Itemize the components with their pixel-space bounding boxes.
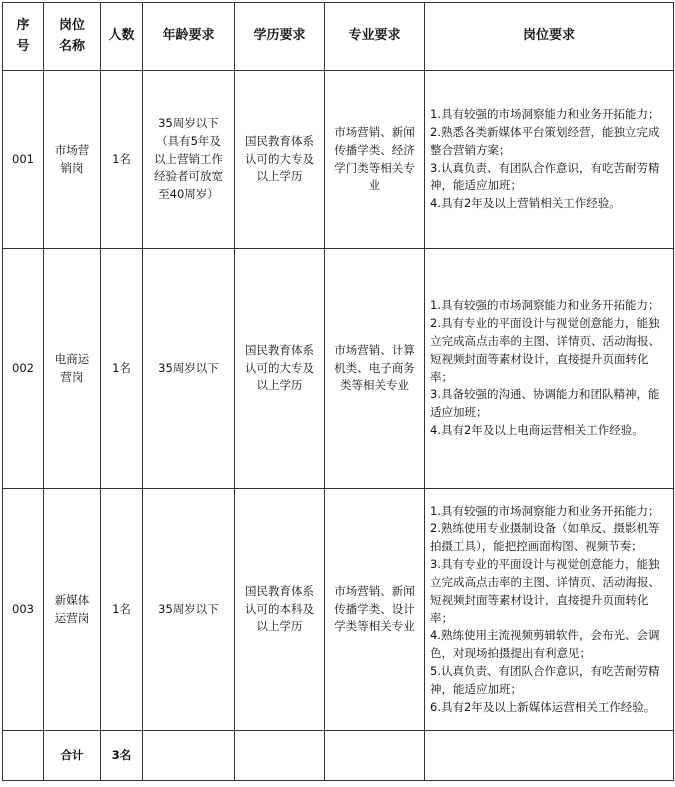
table-row — [3, 489, 674, 731]
cell-empty — [3, 731, 44, 781]
cell-name: 市场营 销岗 — [44, 71, 101, 249]
cell-major: 市场营销、新闻 传播学类、经济 学门类等相关专 业 — [325, 71, 425, 249]
duty-item: 4.具有2年及以上电商运营相关工作经验。 — [430, 422, 644, 437]
duty-item: 6.具有2年及以上新媒体运营相关工作经验。 — [430, 699, 656, 714]
cell-empty — [325, 731, 425, 781]
duty-item: 5.认真负责、有团队合作意识，有吃苦耐劳精神，能适应加班； — [430, 663, 660, 696]
total-count: 3名 — [101, 731, 143, 781]
total-label: 合计 — [44, 731, 101, 781]
cell-duty — [425, 71, 674, 249]
cell-age: 35周岁以下 （具有5年及 以上营销工作 经验者可放宽 至40周岁） — [143, 71, 235, 249]
cell-major: 市场营销、新闻 传播学类、设计 学类等相关专业 — [325, 489, 425, 731]
recruitment-table — [2, 2, 674, 781]
cell-empty — [143, 731, 235, 781]
cell-empty — [235, 731, 325, 781]
header-edu: 学历要求 — [235, 3, 325, 71]
duty-item: 1.具有较强的市场洞察能力和业务开拓能力； — [430, 503, 660, 518]
cell-count: 1名 — [101, 489, 143, 731]
cell-seq: 001 — [3, 71, 44, 249]
cell-age: 35周岁以下 — [143, 489, 235, 731]
header-seq: 序 号 — [3, 3, 44, 71]
duty-item: 1.具有较强的市场洞察能力和业务开拓能力； — [430, 298, 660, 313]
cell-edu: 国民教育体系 认可的本科及 以上学历 — [235, 489, 325, 731]
cell-age: 35周岁以下 — [143, 249, 235, 489]
cell-name: 电商运 营岗 — [44, 249, 101, 489]
duty-item: 2.熟练使用专业摄制设备（如单反、摄影机等拍摄工具），能把控画面构图、视频节奏； — [430, 521, 660, 554]
cell-count: 1名 — [101, 71, 143, 249]
header-major: 专业要求 — [325, 3, 425, 71]
cell-seq: 003 — [3, 489, 44, 731]
duty-item: 3.具备较强的沟通、协调能力和团队精神，能适应加班； — [430, 387, 660, 420]
header-count: 人数 — [101, 3, 143, 71]
duty-item: 1.具有较强的市场洞察能力和业务开拓能力； — [430, 107, 660, 122]
header-name: 岗位 名称 — [44, 3, 101, 71]
duty-item: 2.具有专业的平面设计与视觉创意能力，能独立完成高点击率的主图、详情页、活动海报、短视频封面等素材设计，直接提升页面转化率； — [430, 316, 660, 384]
cell-seq: 002 — [3, 249, 44, 489]
header-duty: 岗位要求 — [425, 3, 674, 71]
header-row — [3, 3, 674, 71]
duty-item: 3.具有专业的平面设计与视觉创意能力，能独立完成高点击率的主图、详情页、活动海报、短视频封面等素材设计，直接提升页面转化率； — [430, 557, 660, 625]
cell-edu: 国民教育体系 认可的大专及 以上学历 — [235, 71, 325, 249]
cell-edu: 国民教育体系 认可的大专及 以上学历 — [235, 249, 325, 489]
table-row — [3, 71, 674, 249]
table-row — [3, 249, 674, 489]
total-row — [3, 731, 674, 781]
cell-duty — [425, 489, 674, 731]
cell-duty — [425, 249, 674, 489]
cell-major: 市场营销、计算 机类、电子商务 类等相关专业 — [325, 249, 425, 489]
cell-empty — [425, 731, 674, 781]
duty-item: 4.熟练使用主流视频剪辑软件，会布光、会调色，对现场拍摄提出有利意见； — [430, 628, 660, 661]
duty-item: 2.熟悉各类新媒体平台策划经营，能独立完成整合营销方案； — [430, 124, 660, 157]
duty-item: 4.具有2年及以上营销相关工作经验。 — [430, 196, 621, 211]
cell-name: 新媒体 运营岗 — [44, 489, 101, 731]
duty-item: 3.认真负责、有团队合作意识，有吃苦耐劳精神，能适应加班； — [430, 160, 660, 193]
header-age: 年龄要求 — [143, 3, 235, 71]
cell-count: 1名 — [101, 249, 143, 489]
